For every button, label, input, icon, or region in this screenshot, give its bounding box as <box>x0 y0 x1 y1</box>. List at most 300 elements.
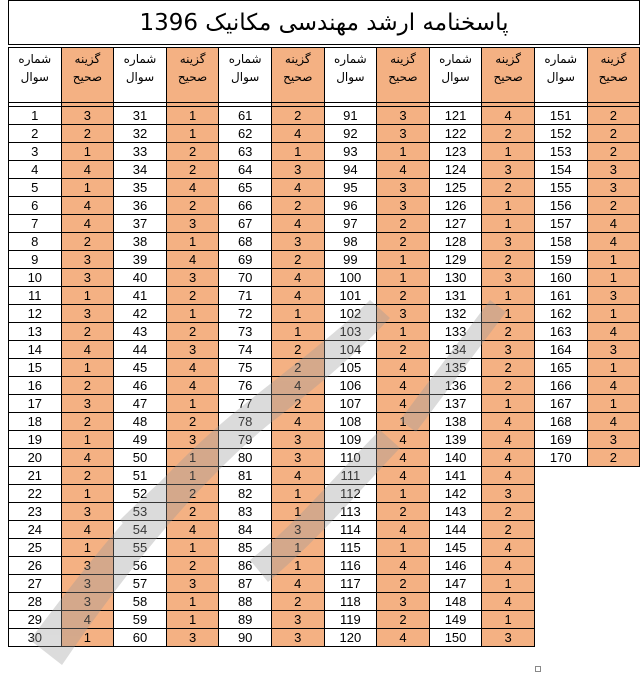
question-number-cell: 144 <box>429 521 482 539</box>
table-row <box>9 593 640 611</box>
correct-option-cell: 4 <box>61 161 114 179</box>
question-number-cell: 101 <box>324 287 377 305</box>
correct-option-cell: 1 <box>166 593 219 611</box>
table-row <box>9 269 640 287</box>
question-number-cell: 38 <box>114 233 167 251</box>
question-number-cell: 76 <box>219 377 272 395</box>
question-number-cell: 143 <box>429 503 482 521</box>
correct-option-cell: 1 <box>377 539 430 557</box>
question-number-cell: 151 <box>534 107 587 125</box>
question-number-cell: 102 <box>324 305 377 323</box>
question-number-cell: 127 <box>429 215 482 233</box>
correct-option-cell: 3 <box>377 305 430 323</box>
correct-option-cell: 3 <box>166 575 219 593</box>
correct-option-cell: 4 <box>482 449 535 467</box>
table-row <box>9 215 640 233</box>
question-number-cell: 152 <box>534 125 587 143</box>
correct-option-cell: 2 <box>271 197 324 215</box>
correct-option-cell: 1 <box>377 323 430 341</box>
correct-option-cell: 4 <box>482 431 535 449</box>
empty-cell <box>587 503 640 521</box>
answer-table <box>8 47 640 647</box>
correct-option-cell: 3 <box>377 107 430 125</box>
question-number-cell: 123 <box>429 143 482 161</box>
table-row <box>9 341 640 359</box>
question-number-cell: 54 <box>114 521 167 539</box>
correct-option-cell: 2 <box>61 413 114 431</box>
correct-option-cell: 4 <box>482 413 535 431</box>
question-number-cell: 130 <box>429 269 482 287</box>
table-row <box>9 305 640 323</box>
correct-option-cell: 3 <box>482 341 535 359</box>
correct-option-cell: 1 <box>377 269 430 287</box>
empty-cell <box>534 539 587 557</box>
question-number-cell: 43 <box>114 323 167 341</box>
question-number-cell: 85 <box>219 539 272 557</box>
table-row <box>9 143 640 161</box>
question-number-cell: 10 <box>9 269 62 287</box>
empty-cell <box>587 593 640 611</box>
correct-option-cell: 4 <box>482 593 535 611</box>
correct-option-cell: 4 <box>587 377 640 395</box>
question-number-cell: 103 <box>324 323 377 341</box>
correct-option-cell: 4 <box>271 575 324 593</box>
correct-option-cell: 1 <box>482 305 535 323</box>
correct-option-cell: 1 <box>482 143 535 161</box>
question-number-cell: 71 <box>219 287 272 305</box>
question-number-cell: 87 <box>219 575 272 593</box>
question-number-cell: 153 <box>534 143 587 161</box>
correct-option-cell: 4 <box>377 557 430 575</box>
correct-option-cell: 4 <box>61 197 114 215</box>
question-number-cell: 158 <box>534 233 587 251</box>
correct-option-cell: 4 <box>166 251 219 269</box>
correct-option-cell: 2 <box>271 395 324 413</box>
correct-option-cell: 4 <box>587 233 640 251</box>
correct-option-cell: 3 <box>271 233 324 251</box>
question-number-cell: 112 <box>324 485 377 503</box>
question-number-cell: 142 <box>429 485 482 503</box>
question-number-cell: 166 <box>534 377 587 395</box>
question-number-cell: 70 <box>219 269 272 287</box>
answer-table-body <box>9 103 640 647</box>
table-row <box>9 449 640 467</box>
question-number-cell: 164 <box>534 341 587 359</box>
question-number-cell: 37 <box>114 215 167 233</box>
correct-option-cell: 1 <box>482 575 535 593</box>
question-number-cell: 111 <box>324 467 377 485</box>
correct-option-cell: 3 <box>482 485 535 503</box>
empty-cell <box>534 467 587 485</box>
correct-option-cell: 3 <box>482 269 535 287</box>
correct-option-cell: 1 <box>271 305 324 323</box>
question-number-cell: 119 <box>324 611 377 629</box>
question-number-cell: 114 <box>324 521 377 539</box>
table-row <box>9 557 640 575</box>
correct-option-cell: 4 <box>61 215 114 233</box>
question-number-cell: 145 <box>429 539 482 557</box>
question-number-cell: 140 <box>429 449 482 467</box>
correct-option-cell: 1 <box>61 143 114 161</box>
question-number-cell: 77 <box>219 395 272 413</box>
question-number-cell: 150 <box>429 629 482 647</box>
correct-option-cell: 2 <box>482 323 535 341</box>
correct-option-cell: 4 <box>271 215 324 233</box>
table-row <box>9 575 640 593</box>
correct-option-cell: 1 <box>166 467 219 485</box>
question-number-cell: 147 <box>429 575 482 593</box>
question-number-cell: 79 <box>219 431 272 449</box>
empty-cell <box>534 557 587 575</box>
question-number-cell: 81 <box>219 467 272 485</box>
empty-cell <box>587 539 640 557</box>
correct-option-cell: 1 <box>271 485 324 503</box>
correct-option-cell: 1 <box>482 287 535 305</box>
question-number-cell: 117 <box>324 575 377 593</box>
correct-option-cell: 3 <box>61 557 114 575</box>
correct-option-cell: 2 <box>271 341 324 359</box>
question-number-cell: 14 <box>9 341 62 359</box>
correct-option-cell: 3 <box>61 503 114 521</box>
header-question-number: شماره سوال <box>429 48 482 103</box>
header-correct-option: گزینه صحیح <box>587 48 640 103</box>
question-number-cell: 13 <box>9 323 62 341</box>
correct-option-cell: 2 <box>587 125 640 143</box>
table-row <box>9 125 640 143</box>
table-row <box>9 287 640 305</box>
header-question-number: شماره سوال <box>114 48 167 103</box>
correct-option-cell: 3 <box>377 179 430 197</box>
correct-option-cell: 1 <box>271 503 324 521</box>
empty-cell <box>534 611 587 629</box>
correct-option-cell: 2 <box>482 251 535 269</box>
correct-option-cell: 2 <box>271 107 324 125</box>
question-number-cell: 134 <box>429 341 482 359</box>
question-number-cell: 100 <box>324 269 377 287</box>
correct-option-cell: 4 <box>482 539 535 557</box>
correct-option-cell: 2 <box>166 323 219 341</box>
question-number-cell: 89 <box>219 611 272 629</box>
correct-option-cell: 4 <box>271 287 324 305</box>
question-number-cell: 96 <box>324 197 377 215</box>
question-number-cell: 160 <box>534 269 587 287</box>
question-number-cell: 98 <box>324 233 377 251</box>
empty-cell <box>587 575 640 593</box>
table-row <box>9 233 640 251</box>
correct-option-cell: 3 <box>587 341 640 359</box>
correct-option-cell: 4 <box>377 359 430 377</box>
correct-option-cell: 4 <box>166 521 219 539</box>
question-number-cell: 66 <box>219 197 272 215</box>
correct-option-cell: 1 <box>271 323 324 341</box>
table-anchor-handle[interactable] <box>535 666 541 672</box>
question-number-cell: 122 <box>429 125 482 143</box>
table-row <box>9 521 640 539</box>
question-number-cell: 12 <box>9 305 62 323</box>
correct-option-cell: 2 <box>166 287 219 305</box>
correct-option-cell: 4 <box>482 467 535 485</box>
empty-cell <box>587 629 640 647</box>
question-number-cell: 27 <box>9 575 62 593</box>
empty-cell <box>587 485 640 503</box>
question-number-cell: 7 <box>9 215 62 233</box>
question-number-cell: 105 <box>324 359 377 377</box>
question-number-cell: 41 <box>114 287 167 305</box>
correct-option-cell: 1 <box>166 125 219 143</box>
question-number-cell: 68 <box>219 233 272 251</box>
correct-option-cell: 4 <box>482 557 535 575</box>
correct-option-cell: 1 <box>61 629 114 647</box>
question-number-cell: 78 <box>219 413 272 431</box>
correct-option-cell: 4 <box>377 449 430 467</box>
correct-option-cell: 2 <box>587 197 640 215</box>
correct-option-cell: 2 <box>166 557 219 575</box>
correct-option-cell: 2 <box>482 377 535 395</box>
correct-option-cell: 1 <box>587 305 640 323</box>
question-number-cell: 84 <box>219 521 272 539</box>
correct-option-cell: 4 <box>271 467 324 485</box>
correct-option-cell: 2 <box>271 251 324 269</box>
question-number-cell: 139 <box>429 431 482 449</box>
question-number-cell: 131 <box>429 287 482 305</box>
correct-option-cell: 4 <box>61 341 114 359</box>
question-number-cell: 170 <box>534 449 587 467</box>
table-row <box>9 359 640 377</box>
correct-option-cell: 1 <box>271 557 324 575</box>
correct-option-cell: 2 <box>271 593 324 611</box>
question-number-cell: 161 <box>534 287 587 305</box>
question-number-cell: 155 <box>534 179 587 197</box>
correct-option-cell: 4 <box>377 161 430 179</box>
question-number-cell: 129 <box>429 251 482 269</box>
question-number-cell: 62 <box>219 125 272 143</box>
correct-option-cell: 4 <box>482 107 535 125</box>
correct-option-cell: 1 <box>61 485 114 503</box>
correct-option-cell: 3 <box>377 593 430 611</box>
question-number-cell: 126 <box>429 197 482 215</box>
correct-option-cell: 2 <box>166 485 219 503</box>
question-number-cell: 19 <box>9 431 62 449</box>
correct-option-cell: 1 <box>377 485 430 503</box>
question-number-cell: 109 <box>324 431 377 449</box>
correct-option-cell: 1 <box>166 395 219 413</box>
question-number-cell: 65 <box>219 179 272 197</box>
empty-cell <box>587 611 640 629</box>
question-number-cell: 138 <box>429 413 482 431</box>
table-row <box>9 161 640 179</box>
correct-option-cell: 4 <box>61 611 114 629</box>
question-number-cell: 55 <box>114 539 167 557</box>
question-number-cell: 156 <box>534 197 587 215</box>
table-row <box>9 539 640 557</box>
correct-option-cell: 4 <box>587 215 640 233</box>
question-number-cell: 104 <box>324 341 377 359</box>
question-number-cell: 3 <box>9 143 62 161</box>
question-number-cell: 115 <box>324 539 377 557</box>
question-number-cell: 47 <box>114 395 167 413</box>
question-number-cell: 46 <box>114 377 167 395</box>
table-row <box>9 179 640 197</box>
correct-option-cell: 3 <box>271 161 324 179</box>
correct-option-cell: 2 <box>587 107 640 125</box>
question-number-cell: 95 <box>324 179 377 197</box>
question-number-cell: 132 <box>429 305 482 323</box>
table-row <box>9 503 640 521</box>
correct-option-cell: 1 <box>166 539 219 557</box>
correct-option-cell: 2 <box>166 197 219 215</box>
correct-option-cell: 3 <box>61 305 114 323</box>
correct-option-cell: 4 <box>271 377 324 395</box>
question-number-cell: 51 <box>114 467 167 485</box>
correct-option-cell: 3 <box>587 161 640 179</box>
question-number-cell: 110 <box>324 449 377 467</box>
question-number-cell: 133 <box>429 323 482 341</box>
table-row <box>9 395 640 413</box>
question-number-cell: 97 <box>324 215 377 233</box>
question-number-cell: 162 <box>534 305 587 323</box>
correct-option-cell: 2 <box>377 341 430 359</box>
question-number-cell: 26 <box>9 557 62 575</box>
question-number-cell: 33 <box>114 143 167 161</box>
header-correct-option: گزینه صحیح <box>377 48 430 103</box>
question-number-cell: 82 <box>219 485 272 503</box>
question-number-cell: 167 <box>534 395 587 413</box>
question-number-cell: 75 <box>219 359 272 377</box>
question-number-cell: 22 <box>9 485 62 503</box>
page-title: پاسخنامه ارشد مهندسی مکانیک 1396 <box>8 0 640 45</box>
empty-cell <box>534 521 587 539</box>
question-number-cell: 125 <box>429 179 482 197</box>
correct-option-cell: 2 <box>61 467 114 485</box>
correct-option-cell: 4 <box>377 467 430 485</box>
correct-option-cell: 1 <box>271 143 324 161</box>
question-number-cell: 93 <box>324 143 377 161</box>
header-question-number: شماره سوال <box>324 48 377 103</box>
question-number-cell: 120 <box>324 629 377 647</box>
correct-option-cell: 3 <box>61 575 114 593</box>
question-number-cell: 60 <box>114 629 167 647</box>
question-number-cell: 17 <box>9 395 62 413</box>
correct-option-cell: 2 <box>377 287 430 305</box>
header-correct-option: گزینه صحیح <box>166 48 219 103</box>
correct-option-cell: 4 <box>377 431 430 449</box>
correct-option-cell: 4 <box>377 629 430 647</box>
correct-option-cell: 2 <box>271 359 324 377</box>
question-number-cell: 163 <box>534 323 587 341</box>
correct-option-cell: 4 <box>271 179 324 197</box>
correct-option-cell: 2 <box>482 125 535 143</box>
correct-option-cell: 3 <box>61 251 114 269</box>
correct-option-cell: 2 <box>482 359 535 377</box>
empty-cell <box>587 557 640 575</box>
question-number-cell: 18 <box>9 413 62 431</box>
correct-option-cell: 2 <box>61 233 114 251</box>
question-number-cell: 57 <box>114 575 167 593</box>
question-number-cell: 74 <box>219 341 272 359</box>
correct-option-cell: 1 <box>61 287 114 305</box>
correct-option-cell: 1 <box>587 269 640 287</box>
question-number-cell: 42 <box>114 305 167 323</box>
table-row <box>9 413 640 431</box>
question-number-cell: 168 <box>534 413 587 431</box>
question-number-cell: 34 <box>114 161 167 179</box>
correct-option-cell: 2 <box>377 233 430 251</box>
question-number-cell: 86 <box>219 557 272 575</box>
question-number-cell: 30 <box>9 629 62 647</box>
correct-option-cell: 3 <box>61 593 114 611</box>
question-number-cell: 8 <box>9 233 62 251</box>
correct-option-cell: 1 <box>377 143 430 161</box>
question-number-cell: 28 <box>9 593 62 611</box>
correct-option-cell: 2 <box>377 503 430 521</box>
question-number-cell: 32 <box>114 125 167 143</box>
table-row <box>9 485 640 503</box>
correct-option-cell: 1 <box>166 449 219 467</box>
correct-option-cell: 1 <box>482 197 535 215</box>
correct-option-cell: 3 <box>166 341 219 359</box>
table-row <box>9 467 640 485</box>
question-number-cell: 64 <box>219 161 272 179</box>
correct-option-cell: 2 <box>377 611 430 629</box>
correct-option-cell: 3 <box>166 269 219 287</box>
header-question-number: شماره سوال <box>219 48 272 103</box>
question-number-cell: 35 <box>114 179 167 197</box>
question-number-cell: 159 <box>534 251 587 269</box>
question-number-cell: 58 <box>114 593 167 611</box>
question-number-cell: 90 <box>219 629 272 647</box>
question-number-cell: 92 <box>324 125 377 143</box>
question-number-cell: 61 <box>219 107 272 125</box>
correct-option-cell: 1 <box>166 233 219 251</box>
header-correct-option: گزینه صحیح <box>61 48 114 103</box>
correct-option-cell: 1 <box>587 251 640 269</box>
question-number-cell: 69 <box>219 251 272 269</box>
question-number-cell: 63 <box>219 143 272 161</box>
correct-option-cell: 2 <box>61 323 114 341</box>
correct-option-cell: 4 <box>587 323 640 341</box>
table-row <box>9 251 640 269</box>
question-number-cell: 39 <box>114 251 167 269</box>
correct-option-cell: 1 <box>482 215 535 233</box>
correct-option-cell: 3 <box>166 629 219 647</box>
correct-option-cell: 3 <box>482 629 535 647</box>
correct-option-cell: 3 <box>587 287 640 305</box>
question-number-cell: 121 <box>429 107 482 125</box>
correct-option-cell: 4 <box>377 377 430 395</box>
correct-option-cell: 2 <box>166 161 219 179</box>
empty-cell <box>587 521 640 539</box>
question-number-cell: 106 <box>324 377 377 395</box>
correct-option-cell: 1 <box>271 539 324 557</box>
question-number-cell: 15 <box>9 359 62 377</box>
question-number-cell: 56 <box>114 557 167 575</box>
correct-option-cell: 1 <box>377 251 430 269</box>
correct-option-cell: 1 <box>166 305 219 323</box>
question-number-cell: 72 <box>219 305 272 323</box>
correct-option-cell: 1 <box>377 413 430 431</box>
correct-option-cell: 1 <box>166 107 219 125</box>
correct-option-cell: 3 <box>271 521 324 539</box>
correct-option-cell: 1 <box>61 359 114 377</box>
question-number-cell: 141 <box>429 467 482 485</box>
question-number-cell: 88 <box>219 593 272 611</box>
table-row <box>9 431 640 449</box>
correct-option-cell: 3 <box>587 431 640 449</box>
correct-option-cell: 1 <box>587 359 640 377</box>
correct-option-cell: 3 <box>271 431 324 449</box>
correct-option-cell: 4 <box>166 359 219 377</box>
question-number-cell: 124 <box>429 161 482 179</box>
